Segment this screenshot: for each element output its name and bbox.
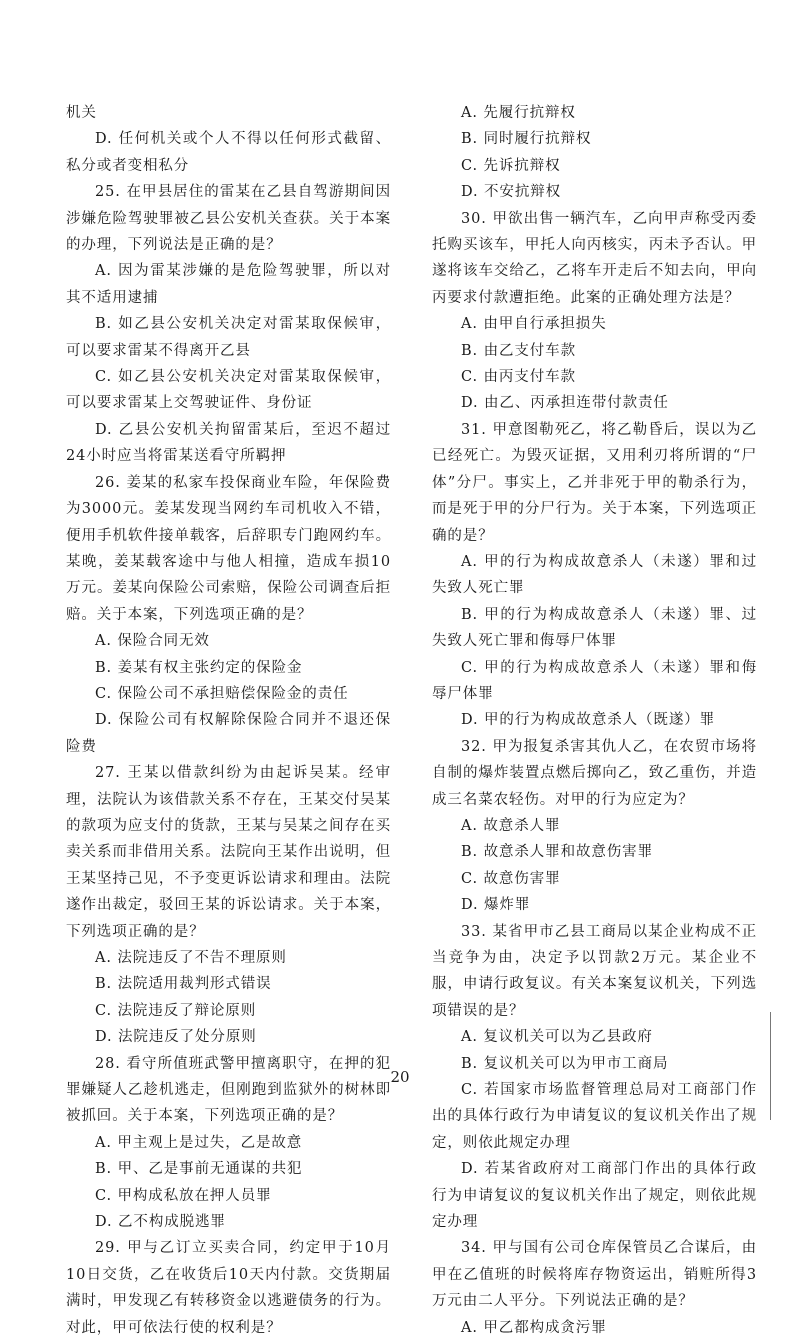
answer-option: C. 如乙县公安机关决定对雷某取保候审，可以要求雷某上交驾驶证件、身份证 — [66, 369, 391, 412]
answer-option: C. 甲构成私放在押人员罪 — [95, 1187, 272, 1204]
question-stem: 29. 甲与乙订立买卖合同，约定甲于10月10日交货，乙在收货后10天内付款。交货期届满时，甲发现乙有转移资金以逃避债务的行为。对此，甲可依法行使的权利是？ — [66, 1240, 391, 1336]
answer-option: A. 故意杀人罪 — [461, 817, 561, 834]
answer-option: C. 若国家市场监督管理总局对工商部门作出的具体行政行为申请复议的复议机关作出了规定，则依此规定办理 — [432, 1082, 757, 1151]
page-number: 20 — [390, 1068, 410, 1086]
answer-option: A. 由甲自行承担损失 — [461, 316, 607, 333]
answer-option: D. 爆炸罪 — [461, 897, 531, 914]
question-stem: 32. 甲为报复杀害其仇人乙，在农贸市场将自制的爆炸装置点燃后掷向乙，致乙重伤，并造成三名菜农轻伤。对甲的行为应定为？ — [432, 738, 757, 808]
answer-option: D. 乙县公安机关拘留雷某后，至迟不超过24小时应当将雷某送看守所羁押 — [66, 421, 391, 465]
answer-option: A. 因为雷某涉嫌的是危险驾驶罪，所以对其不适用逮捕 — [66, 263, 391, 306]
answer-option: D. 由乙、丙承担连带付款责任 — [461, 395, 669, 412]
answer-option: A. 甲乙都构成贪污罪 — [461, 1319, 607, 1336]
answer-option: B. 同时履行抗辩权 — [461, 131, 592, 148]
question-stem: 27. 王某以借款纠纷为由起诉吴某。经审理，法院认为该借款关系不存在，王某交付吴某的款项为应支付的货款，王某与吴某之间存在买卖关系而非借用关系。法院向王某作出说明，但王某坚持己见，不予变更诉讼请求和理由。法院遂作出裁定，驳回王某的诉讼请求。关于本案，下列选项正确的是？ — [66, 765, 391, 940]
answer-option: B. 法院适用裁判形式错误 — [95, 976, 272, 993]
answer-option: C. 法院违反了辩论原则 — [95, 1002, 257, 1019]
question-stem: 25. 在甲县居住的雷某在乙县自驾游期间因涉嫌危险驾驶罪被乙县公安机关查获。关于本案的办理，下列说法是正确的是？ — [66, 184, 391, 254]
answer-option: B. 故意杀人罪和故意伤害罪 — [461, 844, 653, 861]
answer-option: C. 由丙支付车款 — [461, 369, 576, 386]
continued-text: 机关 — [66, 105, 97, 121]
answer-option: D. 甲的行为构成故意杀人（既遂）罪 — [461, 712, 716, 729]
answer-option: B. 由乙支付车款 — [461, 342, 576, 359]
answer-option: D. 不安抗辩权 — [461, 184, 562, 201]
answer-option: B. 姜某有权主张约定的保险金 — [95, 659, 303, 676]
answer-option: A. 复议机关可以为乙县政府 — [461, 1029, 653, 1046]
question-stem: 28. 看守所值班武警甲擅离职守，在押的犯罪嫌疑人乙趁机逃走，但刚跑到监狱外的树林即被抓回。关于本案，下列选项正确的是？ — [66, 1055, 391, 1125]
answer-option: C. 甲的行为构成故意杀人（未遂）罪和侮辱尸体罪 — [432, 659, 757, 702]
question-stem: 31. 甲意图勒死乙，将乙勒昏后，误以为乙已经死亡。为毁灭证据，又用利刃将所谓的“尸体”分尸。事实上，乙并非死于甲的勒杀行为，而是死于甲的分尸行为。关于本案，下列选项正确的是？ — [432, 421, 757, 544]
answer-option: B. 如乙县公安机关决定对雷某取保候审，可以要求雷某不得离开乙县 — [66, 316, 391, 359]
right-column — [432, 100, 757, 1341]
answer-option: C. 先诉抗辩权 — [461, 157, 561, 174]
question-stem: 33. 某省甲市乙县工商局以某企业构成不正当竞争为由，决定予以罚款2万元。某企业不服，申请行政复议。有关本案复议机关，下列选项错误的是？ — [432, 923, 757, 1019]
answer-option: D. 保险公司有权解除保险合同并不退还保险费 — [66, 712, 391, 755]
question-stem: 30. 甲欲出售一辆汽车，乙向甲声称受丙委托购买该车，甲托人向丙核实，丙未予否认。甲遂将该车交给乙，乙将车开走后不知去向，甲向丙要求付款遭拒绝。此案的正确处理方法是？ — [432, 210, 757, 306]
answer-option: D. 法院违反了处分原则 — [95, 1029, 257, 1046]
answer-option: D. 若某省政府对工商部门作出的具体行政行为申请复议的复议机关作出了规定，则依此规定办理 — [432, 1161, 757, 1231]
answer-option: A. 法院违反了不告不理原则 — [95, 950, 287, 966]
answer-option: A. 甲的行为构成故意杀人（未遂）罪和过失致人死亡罪 — [432, 553, 757, 597]
page-edge-line — [770, 1012, 771, 1120]
answer-option: C. 保险公司不承担赔偿保险金的责任 — [95, 685, 349, 702]
answer-option: B. 复议机关可以为甲市工商局 — [461, 1055, 669, 1072]
answer-option: C. 故意伤害罪 — [461, 870, 561, 887]
question-stem: 26. 姜某的私家车投保商业车险，年保险费为3000元。姜某发现当网约车司机收入不错，便用手机软件接单载客，后辞职专门跑网约车。某晚，姜某载客途中与他人相撞，造成车损10万元。姜某向保险公司索赔，保险公司调查后拒赔。关于本案，下列选项正确的是？ — [66, 474, 391, 623]
left-column — [66, 100, 391, 1341]
answer-option: A. 甲主观上是过失，乙是故意 — [95, 1134, 303, 1151]
answer-option: A. 保险合同无效 — [95, 633, 210, 650]
answer-option: B. 甲、乙是事前无通谋的共犯 — [95, 1161, 303, 1178]
answer-option: B. 甲的行为构成故意杀人（未遂）罪、过失致人死亡罪和侮辱尸体罪 — [432, 606, 757, 650]
question-stem: 34. 甲与国有公司仓库保管员乙合谋后，由甲在乙值班的时候将库存物资运出，销赃所得3万元由二人平分。下列说法正确的是？ — [432, 1240, 757, 1310]
answer-option: D. 任何机关或个人不得以任何形式截留、私分或者变相私分 — [66, 131, 391, 174]
answer-option: D. 乙不构成脱逃罪 — [95, 1214, 226, 1231]
answer-option: A. 先履行抗辩权 — [461, 105, 576, 121]
